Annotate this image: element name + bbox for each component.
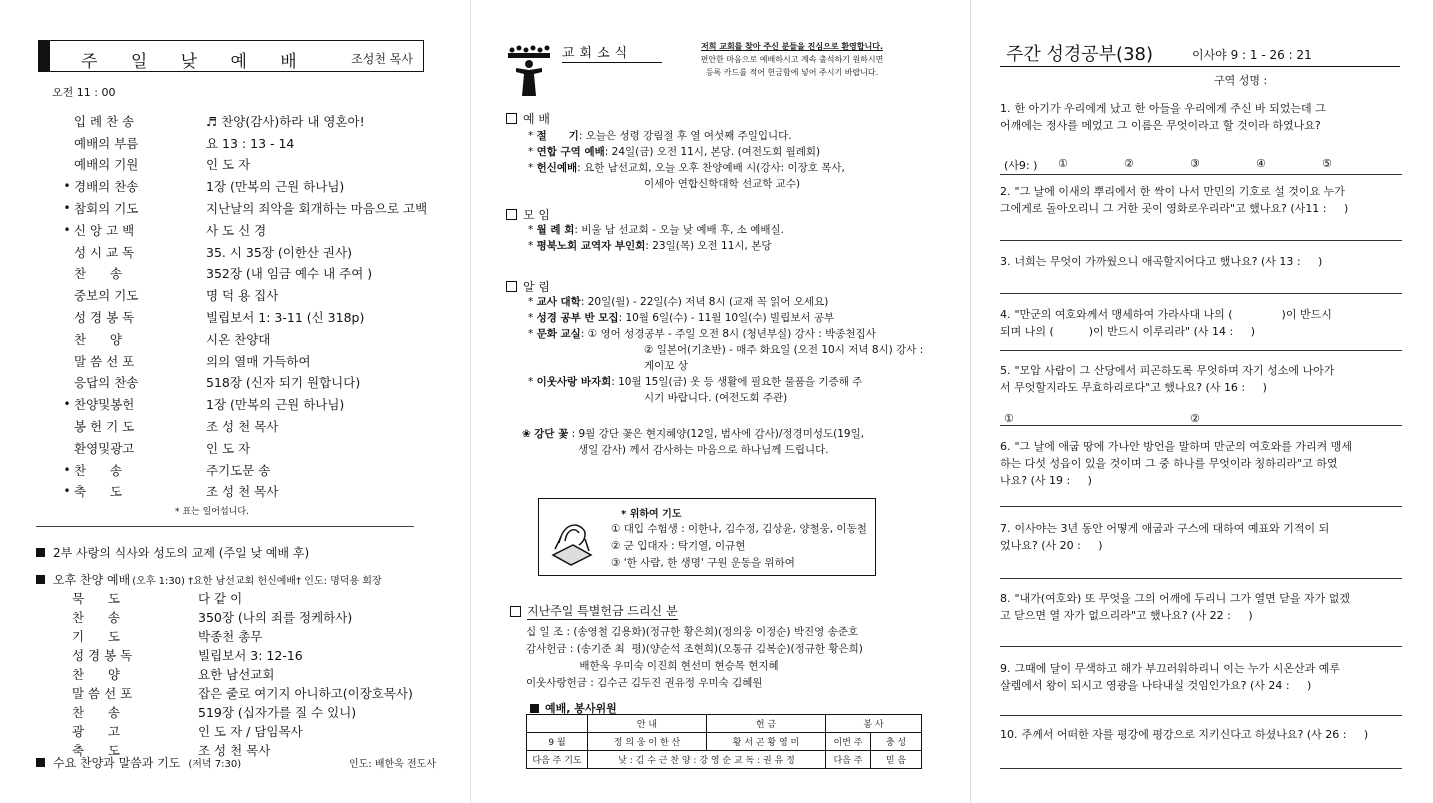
order-value: 지난날의 죄악을 회개하는 마음으로 고백 (206, 201, 428, 217)
order-value: ♬ 찬양(감사)하라 내 영혼아! (206, 113, 365, 129)
section-label: 알 림 (523, 280, 550, 294)
order-value: 350장 (나의 죄를 정케하사) (198, 609, 353, 625)
order-row (60, 415, 440, 437)
news-item: * 월 례 회: 비울 남 선교회 - 오늘 낮 예배 후, 소 예배실. (528, 224, 785, 236)
answer-line[interactable] (1000, 715, 1402, 716)
wednesday-title: 수요 찬양과 말씀과 기도 (53, 756, 181, 770)
order-label: 봉 헌 기 도 (74, 419, 135, 435)
prayer-item: ③ '한 사람, 한 생명' 구원 운동을 위하여 (611, 557, 795, 569)
order-row (60, 154, 440, 176)
table-cell: 9 월 (527, 733, 588, 751)
news-title: 교회소식 (562, 46, 633, 61)
section-label: 모 임 (523, 208, 550, 222)
question-number: 4. (1000, 308, 1011, 321)
order-row (62, 645, 442, 664)
news-title-underline (562, 62, 662, 63)
notice-news-items (528, 294, 928, 406)
news-item: * 절 기: 오늘은 성령 강림절 후 열 여섯째 주일입니다. (528, 130, 792, 142)
order-row (60, 284, 440, 306)
altar-flowers (522, 426, 922, 458)
order-row (60, 459, 440, 481)
welcome-line: 저희 교회를 찾아 주신 분들을 진심으로 환영합니다. (700, 42, 884, 51)
choice-option[interactable]: ① (1058, 157, 1068, 170)
order-label: 응답의 찬송 (74, 375, 139, 391)
question-item (1000, 660, 1404, 694)
welcome-line: 등록 카드를 적어 헌금함에 넣어 주시기 바랍니다. (705, 68, 879, 77)
order-label: 찬양및봉헌 (74, 397, 135, 413)
offering-line: 배한욱 우미숙 이진희 현선미 현승목 현지혜 (526, 660, 779, 672)
section-worship (506, 110, 550, 127)
order-bullet: • (63, 484, 71, 499)
question-line: 었나요? (사 20 : ) (1000, 539, 1103, 552)
news-item: * 교사 대학: 20일(월) - 22일(수) 저녁 8시 (교재 꼭 읽어 오세요) (528, 296, 829, 308)
question-line: "내가(여호와) 또 무엇을 그의 어깨에 두리니 그가 열면 닫을 자가 없겠 (1014, 592, 1351, 605)
section-label: 예 배 (523, 112, 550, 126)
offering-heading (510, 602, 678, 620)
news-item: * 성경 공부 반 모집: 10월 6일(수) - 11월 10일(수) 빌립보서 공부 (528, 312, 835, 324)
question-line: 너희는 무엇이 가까웠으니 애곡할지어다고 했나요? (사 13 : ) (1014, 255, 1323, 268)
welcome-line: 편안한 마음으로 예배하시고 계속 출석하기 원하시면 (700, 55, 884, 64)
order-label: 기 도 (72, 628, 120, 644)
q5-choices (1004, 412, 1376, 425)
question-item (1000, 438, 1404, 489)
order-label: 경배의 찬송 (74, 179, 139, 195)
table-cell: 다음 주 기도 (527, 751, 588, 769)
prayer-list (611, 521, 867, 572)
order-label: 참회의 기도 (74, 201, 139, 217)
order-value: 조 성 천 목사 (206, 484, 279, 500)
order-value: 조 성 천 목사 (198, 742, 271, 758)
order-row (60, 393, 440, 415)
offering-list (526, 624, 946, 692)
service-table (526, 714, 922, 769)
choice-option[interactable]: ② (1124, 157, 1134, 170)
question-line: 서 무엇할지라도 무효하리로다"고 했나요? (사 16 : ) (1000, 381, 1267, 394)
question-line: 살렘에서 왕이 되시고 영광을 나타내실 것임인가요? (사 24 : ) (1000, 679, 1312, 692)
wednesday-leader: 인도: 배한욱 전도사 (348, 759, 436, 770)
order-label: 축 도 (74, 484, 122, 500)
choice-option[interactable]: ④ (1256, 157, 1266, 170)
question-item (1000, 306, 1404, 340)
answer-line[interactable] (1000, 768, 1402, 769)
table-cell: 황 서 곤 황 영 미 (707, 733, 826, 751)
news-item: * 헌신예배: 요한 남선교회, 오늘 오후 찬양예배 시(강사: 이장호 목사, 이세아 연합신학대학 선교학 교수) (528, 160, 928, 192)
question-number: 3. (1000, 255, 1011, 268)
order-bullet: • (63, 397, 71, 412)
news-item-label: 이웃사랑 바자회 (536, 376, 612, 388)
order-value: 의의 열매 가득하여 (206, 353, 311, 369)
order-label: 예배의 부름 (74, 135, 139, 151)
question-item (1000, 520, 1404, 554)
order-row (60, 219, 440, 241)
q1-choices (1004, 157, 1388, 173)
order-label: 성 시 교 독 (74, 244, 135, 260)
service-title: 예배, 봉사위원 (545, 702, 617, 715)
order-bullet: • (63, 201, 71, 216)
news-item-cont: 시기 바랍니다. (여전도회 주관) (644, 392, 788, 404)
offering-line: 이웃사랑헌금 : 김수근 김두진 권유정 우미숙 김혜원 (526, 677, 763, 689)
name-field-label: 구역 성명 : (1214, 74, 1268, 87)
order-row (62, 721, 442, 740)
flowers-text-cont: 생일 감사) 께서 감사하는 마음으로 하나님께 드립니다. (578, 444, 829, 456)
worship-pastor: 조성천 목사 (351, 52, 413, 66)
study-title: 주간 성경공부(38) (1006, 44, 1153, 65)
table-cell: 다음 주 (826, 751, 871, 769)
news-item-text: : ① 영어 성경공부 - 주일 오전 8시 (청년부실) 강사 : 박종천집사 (580, 328, 876, 340)
offering-line: 감사헌금 : (송기준 최 평)(양순석 조현희)(오통규 김복순)(정규한 황은희) (526, 643, 863, 655)
wednesday-heading (36, 754, 436, 771)
table-header: 안 내 (588, 715, 707, 733)
order-value: 박종천 총무 (198, 628, 263, 644)
offering-line: 십 일 조 : (송영철 김용화)(정규한 황은희)(정의웅 이정순) 박진영 송준호 (526, 626, 859, 638)
order-bullet: • (63, 179, 71, 194)
news-item-text: : 24일(금) 오전 11시, 본당. (여전도회 월례회) (604, 146, 821, 158)
order-value: 519장 (십자가를 질 수 있니) (198, 704, 357, 720)
answer-line[interactable] (1000, 578, 1402, 579)
order-value: 35. 시 35장 (이한산 권사) (206, 244, 352, 260)
question-number: 7. (1000, 522, 1011, 535)
order-row (62, 588, 442, 607)
order-value: 요 13 : 13 - 14 (206, 135, 295, 151)
question-number: 6. (1000, 440, 1011, 453)
choir-logo-icon (506, 44, 552, 96)
order-bullet: • (63, 222, 71, 237)
question-line: 나요? (사 19 : ) (1000, 474, 1092, 487)
question-item (1000, 590, 1404, 624)
section-meeting (506, 206, 550, 223)
question-number: 1. (1000, 102, 1011, 115)
order-label: 말 씀 선 포 (72, 685, 133, 701)
order-label: 말 씀 선 포 (74, 353, 135, 369)
order-row (60, 481, 440, 503)
checkbox-square-icon (510, 606, 521, 617)
order-value: 인 도 자 (206, 157, 251, 173)
order-row (60, 132, 440, 154)
prayer-item: ② 군 입대자 : 탁기열, 이규현 (611, 540, 746, 552)
order-label: 묵 도 (72, 590, 120, 606)
news-item-text: : 10월 15일(금) 옷 등 생활에 필요한 물품을 기증해 주 (611, 376, 863, 388)
order-value: 잡은 줄로 여기지 아니하고(이장호목사) (198, 685, 413, 701)
question-line: 주께서 어떠한 자를 평강에 평강으로 지키신다고 하셨나요? (사 26 : ) (1021, 728, 1369, 741)
order-label: 찬 송 (72, 704, 120, 720)
order-row (60, 328, 440, 350)
worship-news-items (528, 128, 928, 192)
table-cell: 충 성 (871, 733, 922, 751)
question-item (1000, 726, 1404, 743)
news-item-label: 헌신예배 (536, 162, 578, 174)
order-value: 시온 찬양대 (206, 331, 271, 347)
worship-time: 오전 11 : 00 (52, 86, 116, 99)
question-number: 5. (1000, 364, 1011, 377)
table-header (527, 715, 588, 733)
news-item: * 평북노회 교역자 부인회: 23일(목) 오전 11시, 본당 (528, 240, 772, 252)
order-row (60, 241, 440, 263)
square-bullet-icon (36, 758, 45, 767)
question-line: "그 날에 이새의 뿌리에서 한 싹이 나서 만민의 기호로 설 것이요 누가 (1014, 185, 1345, 198)
news-item-text: : 10월 6일(수) - 11월 10일(수) 빌립보서 공부 (618, 312, 835, 324)
question-number: 8. (1000, 592, 1011, 605)
order-label: 광 고 (72, 723, 120, 739)
question-item (1000, 362, 1404, 396)
square-bullet-icon (530, 704, 539, 713)
order-row (60, 110, 440, 132)
standing-note: * 표는 일어섭니다. (175, 507, 249, 517)
choice-option[interactable]: ⑤ (1322, 157, 1332, 170)
news-item: * 문화 교실: ① 영어 성경공부 - 주일 오전 8시 (청년부실) 강사 : 박종천집사 ② 일본어(기초반) - 매주 화요일 (오전 10시 저녁 8시) 강사 : 게이꼬 상 (528, 326, 928, 374)
order-label: 찬 송 (74, 266, 122, 282)
news-item-label: 교사 대학 (536, 296, 581, 308)
offering-title: 지난주일 특별헌금 드리신 분 (527, 604, 678, 618)
news-item-text: : 요한 남선교회, 오늘 오후 찬양예배 시(강사: 이장호 목사, (577, 162, 845, 174)
order-value: 빌립보서 3: 12-16 (198, 647, 303, 663)
news-item-label: 월 례 회 (536, 224, 575, 236)
question-line: 그때에 달이 무색하고 해가 부끄러워하리니 이는 누가 시온산과 예루 (1014, 662, 1340, 675)
order-value: 명 덕 용 집사 (206, 288, 279, 304)
welcome-message (676, 40, 908, 79)
answer-line[interactable] (1000, 350, 1402, 351)
order-value: 다 같 이 (198, 590, 243, 606)
question-line: 고 닫으면 열 자가 없으리라"고 했나요? (사 22 : ) (1000, 609, 1253, 622)
choices-label: (사9: ) (1004, 159, 1038, 172)
table-row (527, 733, 922, 751)
news-item-text: : 23일(목) 오전 11시, 본당 (645, 240, 772, 252)
order-value: 1장 (만복의 근원 하나님) (206, 179, 345, 195)
order-value: 1장 (만복의 근원 하나님) (206, 397, 345, 413)
title-underline (1000, 66, 1400, 67)
order-row (62, 664, 442, 683)
worship-panel (0, 0, 470, 803)
news-item-label: 절 기 (536, 130, 579, 142)
order-value: 빌립보서 1: 3-11 (신 318p) (206, 310, 365, 326)
order-value: 요한 남선교회 (198, 666, 275, 682)
prayer-box (538, 498, 876, 576)
question-line: 하는 다섯 성읍이 있을 것이며 그 중 하나를 무엇이라 칭하리라"고 하였 (1000, 457, 1338, 470)
news-item: * 이웃사랑 바자회: 10월 15일(금) 옷 등 생활에 필요한 물품을 기증해 주 시기 바랍니다. (여전도회 주관) (528, 374, 928, 406)
question-line: 이사야는 3년 동안 어떻게 애굽과 구스에 대하여 예표와 기적이 되 (1014, 522, 1330, 535)
question-line: 되며 나의 ( )이 반드시 이루리라" (사 14 : ) (1000, 325, 1255, 338)
question-number: 10. (1000, 728, 1018, 741)
table-cell: 이번 주 (826, 733, 871, 751)
worship-title: 주 일 낮 예 배 (81, 52, 311, 72)
order-label: 중보의 기도 (74, 288, 139, 304)
order-bullet: • (63, 462, 71, 477)
order-label: 신 앙 고 백 (74, 222, 135, 238)
order-value: 인 도 자 (206, 440, 251, 456)
question-item (1000, 183, 1404, 217)
checkbox-square-icon (506, 209, 517, 220)
checkbox-square-icon (506, 281, 517, 292)
question-number: 9. (1000, 662, 1011, 675)
order-row (62, 683, 442, 702)
part2-text: 2부 사랑의 식사와 성도의 교제 (주일 낮 예배 후) (53, 546, 310, 560)
choice-option[interactable]: ① (1004, 412, 1014, 425)
order-row (60, 437, 440, 459)
news-item: * 연합 구역 예배: 24일(금) 오전 11시, 본당. (여전도회 월례회) (528, 146, 821, 158)
worship-title-box (38, 40, 424, 72)
order-label: 찬 송 (72, 609, 120, 625)
table-cell: 믿 음 (871, 751, 922, 769)
question-line: "모압 사람이 그 산당에서 피곤하도록 무엇하며 자기 성소에 나아가 (1014, 364, 1335, 377)
order-value: 사 도 신 경 (206, 222, 267, 238)
news-item-cont: ② 일본어(기초반) - 매주 화요일 (오전 10시 저녁 8시) 강사 : 게이꼬 상 (644, 344, 924, 372)
order-label: 성 경 봉 독 (72, 647, 133, 663)
order-label: 환영및광고 (74, 440, 135, 456)
question-line: 어깨에는 정사를 메었고 그 이름은 무엇이라고 할 것이라 하였나요? (1000, 119, 1321, 132)
bible-study-panel (970, 0, 1433, 803)
table-header: 헌 금 (707, 715, 826, 733)
title-tab-decoration (38, 40, 50, 72)
flowers-label: 강단 꽃 (534, 428, 569, 440)
order-value: 인 도 자 / 담임목사 (198, 723, 303, 739)
order-row (60, 197, 440, 219)
news-item-label: 평북노회 교역자 부인회 (536, 240, 646, 252)
news-item-text: : 20일(월) - 22일(수) 저녁 8시 (교재 꼭 읽어 오세요) (580, 296, 829, 308)
order-row (62, 702, 442, 721)
square-bullet-icon (36, 548, 45, 557)
order-label: 찬 송 (74, 462, 122, 478)
flowers-text: : 9월 강단 꽃은 현지혜양(12일, 범사에 감사)/정경미성도(19일, (571, 428, 865, 440)
worship-order-list (60, 110, 440, 502)
question-line: 한 아기가 우리에게 났고 한 아들을 우리에게 주신 바 되었는데 그 (1014, 102, 1326, 115)
question-line: "그 날에 애굽 땅에 가나안 방언을 말하며 만군의 여호와를 가리켜 맹세 (1014, 440, 1353, 453)
part2-heading (36, 544, 309, 561)
news-panel (470, 0, 970, 803)
order-label: 찬 양 (74, 331, 122, 347)
afternoon-title: 오후 찬양 예배 (53, 573, 131, 587)
choice-option[interactable]: ③ (1190, 157, 1200, 170)
order-row (62, 607, 442, 626)
answer-line[interactable] (1000, 293, 1402, 294)
choice-option[interactable]: ② (1190, 412, 1200, 425)
news-item-cont: 이세아 연합신학대학 선교학 교수) (644, 178, 801, 190)
wednesday-time: (저녁 7:30) (188, 759, 242, 770)
order-row (60, 306, 440, 328)
order-row (60, 372, 440, 394)
table-row (527, 751, 922, 769)
table-header: 봉 사 (826, 715, 922, 733)
table-cell: 정 의 웅 이 한 산 (588, 733, 707, 751)
order-value: 조 성 천 목사 (206, 419, 279, 435)
prayer-title: * 위하여 기도 (621, 509, 682, 520)
news-item-text: : 오늘은 성령 강림절 후 열 여섯째 주일입니다. (578, 130, 792, 142)
flower-icon: ❀ (522, 428, 531, 440)
study-reference: 이사야 9 : 1 - 26 : 21 (1192, 48, 1312, 62)
question-item (1000, 100, 1404, 134)
answer-line[interactable] (1000, 646, 1402, 647)
order-value: 주기도문 송 (206, 462, 271, 478)
news-item-label: 문화 교실 (536, 328, 581, 340)
table-cell: 낮 : 김 수 근 찬 양 : 강 영 순 교 독 : 권 유 정 (588, 751, 826, 769)
section-notice (506, 278, 550, 295)
answer-line[interactable] (1000, 174, 1402, 175)
answer-line[interactable] (1000, 425, 1402, 426)
order-row (60, 263, 440, 285)
question-number: 2. (1000, 185, 1011, 198)
afternoon-heading (36, 571, 382, 588)
question-item (1000, 253, 1404, 270)
prayer-item: ① 대입 수험생 : 이한나, 김수정, 김상윤, 양철웅, 이동철 (611, 523, 867, 535)
praying-hands-icon (545, 515, 599, 567)
afternoon-detail: (오후 1:30) †요한 남선교회 헌신예배† 인도: 명덕용 회장 (132, 576, 382, 587)
order-label: 찬 양 (72, 666, 120, 682)
answer-line[interactable] (1000, 240, 1402, 241)
news-item-text: : 비울 남 선교회 - 오늘 낮 예배 후, 소 예배실. (574, 224, 785, 236)
order-label: 예배의 기원 (74, 157, 139, 173)
checkbox-square-icon (506, 113, 517, 124)
table-header-row (527, 715, 922, 733)
order-row (60, 175, 440, 197)
square-bullet-icon (36, 575, 45, 584)
order-value: 352장 (내 임금 예수 내 주여 ) (206, 266, 373, 282)
order-value: 518장 (신자 되기 원합니다) (206, 375, 361, 391)
question-line: "만군의 여호와께서 맹세하여 가라사대 나의 ( )이 반드시 (1014, 308, 1332, 321)
news-item-label: 성경 공부 반 모집 (536, 312, 619, 324)
order-label: 성 경 봉 독 (74, 310, 135, 326)
meeting-news-items (528, 222, 928, 254)
order-row (62, 626, 442, 645)
answer-line[interactable] (1000, 506, 1402, 507)
question-line: 그에게로 돌아오리니 그 거한 곳이 영화로우리라"고 했나요? (사11 : ) (1000, 202, 1349, 215)
news-item-label: 연합 구역 예배 (536, 146, 605, 158)
afternoon-order-list (62, 588, 442, 759)
order-label: 입 례 찬 송 (74, 113, 135, 129)
order-row (60, 350, 440, 372)
divider (36, 526, 414, 527)
order-label: 축 도 (72, 742, 120, 758)
